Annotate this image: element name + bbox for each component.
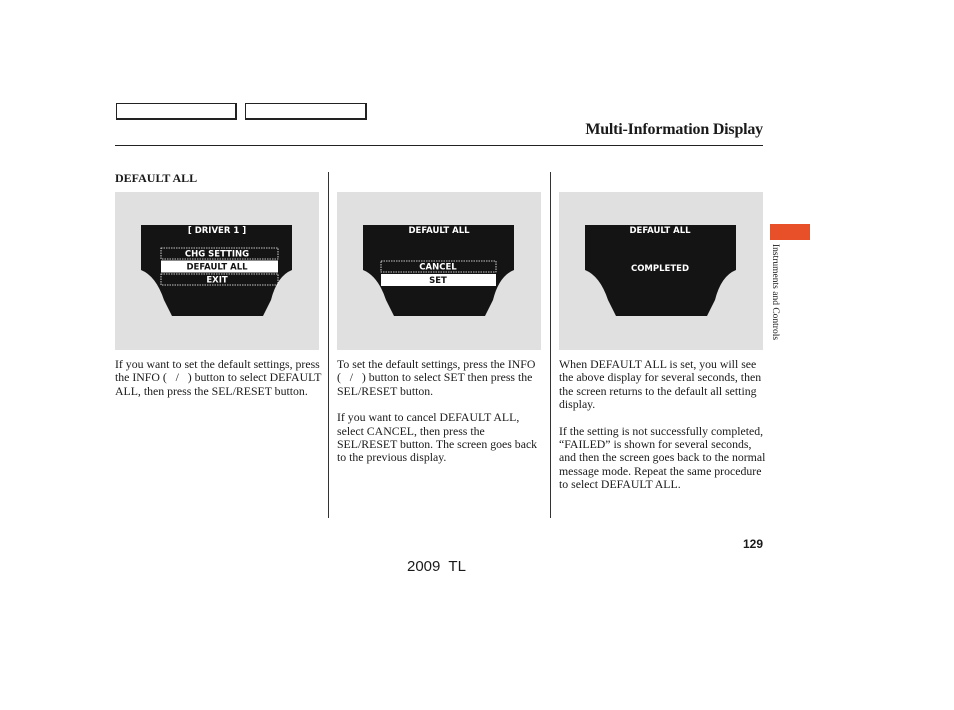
section-tab-label: Instruments and Controls — [770, 244, 780, 341]
column-divider — [550, 172, 551, 518]
paragraph: If the setting is not successfully completed, “FAILED” is shown for several seconds, and then the screen goes back to the normal message mode. Repeat the same procedure to select DEFAULT ALL. — [559, 423, 766, 492]
section-tab[interactable] — [770, 224, 810, 240]
lcd-header: DEFAULT ALL — [408, 226, 470, 236]
lcd-item: EXIT — [206, 275, 228, 286]
lcd-item: DEFAULT ALL — [186, 262, 248, 273]
column-1-text — [115, 358, 325, 411]
lcd-item: CHG SETTING — [184, 249, 250, 260]
display-illustration-2 — [337, 192, 541, 350]
paragraph: When DEFAULT ALL is set, you will see the above display for several seconds, then the screen returns to the default all setting display. — [559, 357, 762, 412]
display-illustration-3 — [559, 192, 763, 350]
nav-button-index[interactable] — [245, 103, 367, 120]
page-title: Multi-Information Display — [585, 121, 763, 138]
page-number: 129 — [742, 537, 763, 551]
lcd-header: DEFAULT ALL — [629, 226, 691, 236]
lcd-message: COMPLETED — [630, 264, 690, 274]
header-rule — [115, 145, 763, 146]
nav-button-main-menu[interactable] — [116, 103, 237, 120]
column-3-text — [559, 358, 766, 505]
paragraph: If you want to set the default settings, press the INFO ( / ) button to select DEFAULT ALL, then press the SEL/RESET button. — [115, 357, 322, 398]
column-divider — [328, 172, 329, 518]
paragraph: To set the default settings, press the INFO ( / ) button to select SET then press the SEL/RESET button. — [337, 357, 536, 398]
column-2-text — [337, 358, 544, 478]
lcd-header: [ DRIVER 1 ] — [187, 226, 247, 236]
paragraph: If you want to cancel DEFAULT ALL, select CANCEL, then press the SEL/RESET button. The screen goes back to the previous display. — [337, 410, 538, 465]
section-heading: DEFAULT ALL — [115, 171, 198, 185]
display-illustration-1 — [115, 192, 319, 350]
lcd-item: CANCEL — [419, 262, 457, 273]
model-footer: 2009 TL — [407, 558, 466, 575]
lcd-item: SET — [429, 276, 447, 286]
